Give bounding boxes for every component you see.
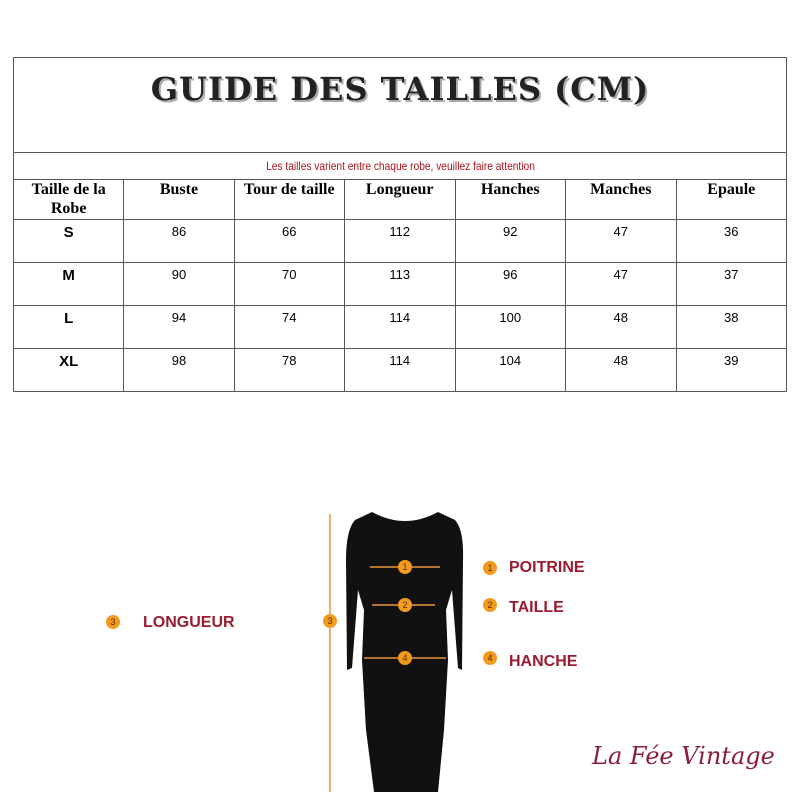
table-cell: 112: [344, 220, 455, 263]
table-row: [14, 263, 787, 306]
table-cell: 48: [566, 349, 677, 392]
label-taille: TAILLE: [509, 599, 564, 616]
table-cell: 90: [124, 263, 234, 306]
notice-text: Les tailles varient entre chaque robe, veuillez faire attention: [71, 153, 728, 180]
table-cell: 86: [124, 220, 234, 263]
legend-marker-1: 1: [483, 561, 497, 575]
table-cell: 100: [455, 306, 566, 349]
table-cell: 114: [344, 306, 455, 349]
table-cell: 96: [455, 263, 566, 306]
table-cell: 92: [455, 220, 566, 263]
table-cell: 66: [234, 220, 344, 263]
table-cell: 98: [124, 349, 234, 392]
label-poitrine: POITRINE: [509, 559, 585, 576]
size-guide-table: [13, 57, 787, 392]
size-label: XL: [14, 349, 124, 392]
column-header: Hanches: [455, 180, 566, 220]
brand-logo: La Fée Vintage: [592, 742, 775, 770]
table-cell: 38: [676, 306, 786, 349]
column-header: Manches: [566, 180, 677, 220]
table-cell: 78: [234, 349, 344, 392]
table-cell: 114: [344, 349, 455, 392]
table-cell: 70: [234, 263, 344, 306]
legend-marker-3: 3: [106, 615, 120, 629]
size-label: S: [14, 220, 124, 263]
table-cell: 48: [566, 306, 677, 349]
table-row: [14, 220, 787, 263]
table-cell: 39: [676, 349, 786, 392]
column-header: Longueur: [344, 180, 455, 220]
label-longueur: LONGUEUR: [143, 614, 235, 631]
legend-marker-2: 2: [483, 598, 497, 612]
table-cell: 74: [234, 306, 344, 349]
header-row: [14, 180, 787, 220]
table-cell: 113: [344, 263, 455, 306]
label-hanche: HANCHE: [509, 653, 578, 670]
table-cell: 104: [455, 349, 566, 392]
size-label: L: [14, 306, 124, 349]
table-cell: 47: [566, 263, 677, 306]
marker-3: 3: [323, 614, 337, 628]
marker-4: 4: [398, 651, 412, 665]
table-cell: 37: [676, 263, 786, 306]
size-label: M: [14, 263, 124, 306]
table-row: [14, 306, 787, 349]
column-header: Buste: [124, 180, 234, 220]
marker-1: 1: [398, 560, 412, 574]
table-cell: 47: [566, 220, 677, 263]
legend-marker-4: 4: [483, 651, 497, 665]
column-header: Epaule: [676, 180, 786, 220]
marker-2: 2: [398, 598, 412, 612]
column-header: Taille de la Robe: [14, 180, 124, 220]
page-title: GUIDE DES TAILLES (CM): [14, 58, 787, 153]
table-cell: 94: [124, 306, 234, 349]
column-header: Tour de taille: [234, 180, 344, 220]
table-cell: 36: [676, 220, 786, 263]
table-row: [14, 349, 787, 392]
